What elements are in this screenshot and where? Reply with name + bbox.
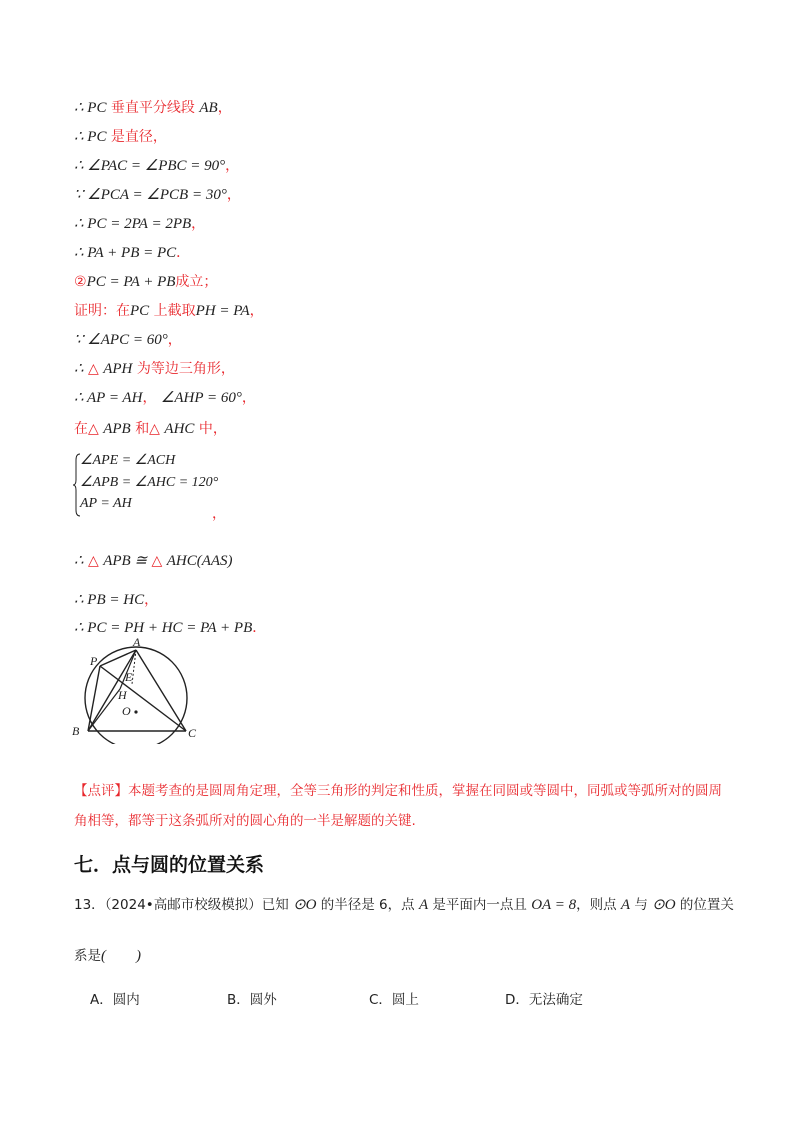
proof-text: 和△ (135, 421, 160, 437)
equation-system (72, 452, 232, 518)
proof-line-15 (74, 618, 266, 638)
question-line-2 (74, 944, 141, 965)
math-text: ∴ (74, 361, 84, 377)
math-text: OA = 8 (531, 897, 577, 913)
triangle-symbol: △ (88, 361, 99, 377)
punct: ， (212, 506, 226, 522)
label-P: P (90, 654, 98, 668)
math-text: APB (103, 421, 131, 437)
proof-text: 中， (198, 421, 227, 437)
proof-line-11 (74, 388, 256, 408)
math-text: ∠AHP = 60° (160, 390, 242, 406)
label-B: B (72, 724, 80, 738)
proof-line-13 (74, 551, 233, 571)
math-text: PC = PA + PB (86, 274, 176, 290)
answer-paren: ( ) (101, 948, 141, 964)
math-text: ∴ PC = 2PA = 2PB (74, 216, 192, 232)
label-C: C (188, 726, 197, 740)
math-text: ∴ ∠PAC = ∠PBC = 90° (74, 158, 226, 174)
triangle-symbol: △ (88, 553, 99, 569)
math-text: APB ≅ (103, 553, 148, 569)
question-text: 的半径是 6，点 (320, 897, 415, 913)
proof-line-8 (74, 301, 264, 321)
math-text: ∴ PC = PH + HC = PA + PB (74, 620, 253, 636)
math-text: AHC (164, 421, 195, 437)
math-text: ∴ PB = HC (74, 592, 145, 608)
proof-line-2 (74, 127, 167, 147)
proof-line-7 (74, 272, 217, 292)
math-text: ∴ PA + PB = PC (74, 245, 177, 261)
proof-line-12 (74, 419, 227, 439)
punct: ， (167, 332, 182, 348)
math-text: ∴ PC (74, 100, 107, 116)
math-text: ∴ AP = AH (74, 390, 143, 406)
system-line-1: ∠APE = ∠ACH (80, 453, 176, 468)
question-text: 是平面内一点且 (432, 897, 527, 913)
proof-line-14 (74, 590, 158, 610)
math-text: ∴ (74, 553, 84, 569)
proof-line-5 (74, 214, 205, 234)
proof-text: 垂直平分线段 (110, 100, 195, 116)
math-text: A (620, 897, 631, 913)
math-text: PH = PA (195, 303, 250, 319)
proof-line-6 (74, 243, 190, 263)
geometry-figure (70, 635, 205, 744)
math-text: AB (199, 100, 218, 116)
section-title: 七．点与圆的位置关系 (74, 854, 265, 876)
system-line-3: AP = AH (80, 496, 132, 511)
math-text: AHC(AAS) (166, 553, 233, 569)
punct: ， (191, 216, 206, 232)
proof-text: 证明：在 (74, 303, 130, 319)
proof-line-4 (74, 185, 241, 205)
proof-text: 在△ (74, 421, 99, 437)
question-text: 的位置关 (679, 897, 734, 913)
system-comma (212, 504, 226, 524)
math-text: ∴ PC (74, 129, 107, 145)
math-text: ⊙O (652, 897, 676, 913)
option-a[interactable]: A．圆内 (90, 992, 140, 1008)
proof-line-9 (74, 330, 182, 350)
punct: ， (217, 100, 232, 116)
comment-text: 本题考查的是圆周角定理，全等三角形的判定和性质，掌握在同圆或等圆中，同弧或等弧所对的圆周角相等，都等于这条弧所对的圆心角的一半是解题的关键. (74, 783, 722, 829)
question-source: （2024•高邮市校级模拟） (104, 897, 262, 913)
question-text: 已知 (261, 897, 289, 913)
punct: ， (144, 592, 159, 608)
option-c[interactable]: C．圆上 (369, 992, 419, 1008)
math-text: ∵ ∠PCA = ∠PCB = 30° (74, 187, 227, 203)
question-text: ，则点 (576, 897, 617, 913)
question-number: 13． (74, 897, 105, 913)
option-b[interactable]: B．圆外 (227, 992, 277, 1008)
proof-line-3 (74, 156, 239, 176)
label-O: O (122, 704, 131, 718)
circled-number: ② (74, 274, 87, 290)
label-A: A (133, 635, 141, 649)
proof-line-1 (74, 98, 232, 118)
system-line-2: ∠APB = ∠AHC = 120° (80, 475, 219, 490)
punct: ， (249, 303, 264, 319)
punct: ， (226, 187, 241, 203)
math-text: ∵ ∠APC = 60° (74, 332, 168, 348)
proof-text: 成立； (175, 274, 218, 290)
comment-block (74, 776, 734, 836)
math-text: APH (103, 361, 133, 377)
punct: ， (241, 390, 256, 406)
math-text: PC (130, 303, 150, 319)
math-text: A (418, 897, 429, 913)
comment-tag: 【点评】 (74, 783, 128, 799)
proof-text: 为等边三角形， (136, 361, 235, 377)
math-text: ⊙O (293, 897, 317, 913)
label-H: H (118, 688, 127, 702)
circle-outline (85, 647, 187, 744)
label-E: E (125, 670, 133, 684)
proof-line-10 (74, 359, 235, 379)
punct: ． (252, 620, 267, 636)
triangle-symbol: △ (151, 553, 163, 569)
proof-text: 上截取 (153, 303, 196, 319)
question-text: 系是 (74, 948, 101, 964)
question-line-1 (74, 893, 734, 914)
punct: ． (176, 245, 191, 261)
punct: ， (225, 158, 240, 174)
option-d[interactable]: D．无法确定 (505, 992, 583, 1008)
question-text: 与 (634, 897, 648, 913)
proof-text: 是直径， (110, 129, 167, 145)
punct: ， (142, 390, 157, 406)
